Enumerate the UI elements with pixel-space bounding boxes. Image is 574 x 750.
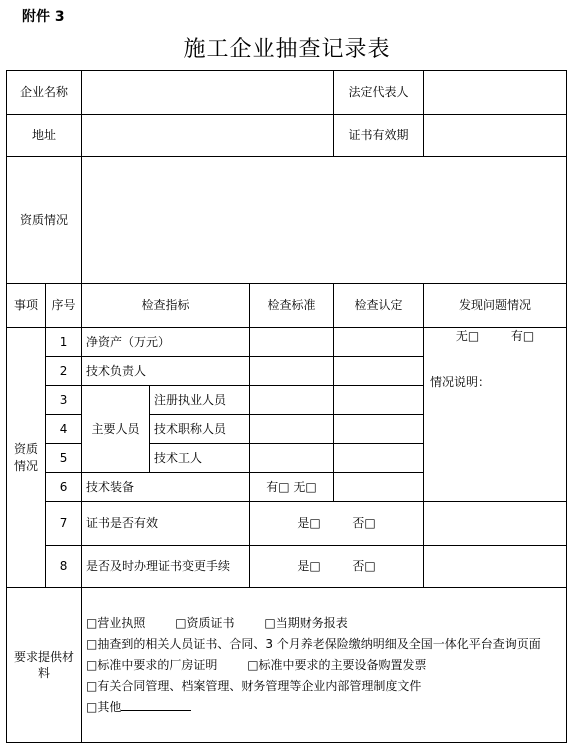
other-blank-line[interactable] [121,698,191,711]
row-indicator: 技术负责人 [82,357,250,386]
row-seq: 5 [46,444,82,473]
no-checkbox[interactable]: 否□ [352,516,376,531]
row-indicator: 是否及时办理证书变更手续 [82,546,250,588]
qualification-status-label: 资质情况 [7,157,82,284]
company-name-field[interactable] [82,71,334,115]
yes-no-options [250,546,424,588]
column-header-row [7,284,567,328]
cert-validity-field[interactable] [424,115,567,157]
determination-field[interactable] [334,328,424,357]
management-docs-checkbox[interactable]: □有关合同管理、档案管理、财务管理等企业内部管理制度文件 [86,678,422,693]
table-row [7,546,567,588]
has-problem-checkbox[interactable]: 有□ [510,329,535,343]
standard-field[interactable] [250,415,334,444]
yes-checkbox[interactable]: 是□ [297,559,321,574]
address-field[interactable] [82,115,334,157]
business-license-checkbox[interactable]: □营业执照 [86,615,146,630]
personnel-docs-checkbox[interactable]: □抽查到的相关人员证书、合同、3 个月养老保险缴纳明细及全国一体化平台查询页面 [86,636,541,651]
address-label: 地址 [7,115,82,157]
col-item: 事项 [7,284,46,328]
standard-field[interactable] [250,444,334,473]
problems-field[interactable] [424,502,567,546]
row-indicator: 证书是否有效 [82,502,250,546]
legal-rep-field[interactable] [424,71,567,115]
no-checkbox[interactable]: 否□ [352,559,376,574]
key-personnel-label: 主要人员 [82,386,150,473]
form-title: 施工企业抽查记录表 [183,37,391,62]
determination-field[interactable] [334,444,424,473]
qualification-status-field[interactable] [82,157,567,284]
col-indicator: 检查指标 [82,284,250,328]
row-indicator: 净资产（万元） [82,328,250,357]
financial-report-checkbox[interactable]: □当期财务报表 [264,615,348,630]
table-row [7,328,567,357]
cert-validity-label: 证书有效期 [334,115,424,157]
standard-field[interactable] [250,386,334,415]
company-name-label: 企业名称 [7,71,82,115]
table-row [7,502,567,546]
explanation-label: 情况说明： [430,375,491,390]
inspection-record-table [6,70,567,743]
address-row [7,115,567,157]
row-seq: 3 [46,386,82,415]
equipment-invoice-checkbox[interactable]: □标准中要求的主要设备购置发票 [247,657,427,672]
row-seq: 2 [46,357,82,386]
standard-field[interactable] [250,328,334,357]
factory-proof-checkbox[interactable]: □标准中要求的厂房证明 [86,657,218,672]
col-seq: 序号 [46,284,82,328]
row-sub-indicator: 技术职称人员 [150,415,250,444]
row-indicator: 技术装备 [82,473,250,502]
materials-label: 要求提供材料 [7,588,82,743]
determination-field[interactable] [334,473,424,502]
problems-field[interactable] [424,546,567,588]
legal-rep-label: 法定代表人 [334,71,424,115]
row-sub-indicator: 注册执业人员 [150,386,250,415]
problems-options [428,328,562,344]
problems-cell[interactable] [424,328,567,502]
company-name-row [7,71,567,115]
row-sub-indicator: 技术工人 [150,444,250,473]
yes-no-options [250,502,424,546]
materials-list [82,588,567,743]
section-label: 资质情况 [7,328,46,588]
qualification-cert-checkbox[interactable]: □资质证书 [175,615,235,630]
standard-field[interactable] [250,357,334,386]
other-checkbox[interactable]: □其他 [86,699,122,714]
col-determination: 检查认定 [334,284,424,328]
col-problems: 发现问题情况 [424,284,567,328]
equipment-options[interactable]: 有□ 无□ [250,473,334,502]
no-problem-checkbox[interactable]: 无□ [455,329,480,343]
row-seq: 8 [46,546,82,588]
row-seq: 1 [46,328,82,357]
materials-row [7,588,567,743]
yes-checkbox[interactable]: 是□ [297,516,321,531]
col-standard: 检查标准 [250,284,334,328]
determination-field[interactable] [334,386,424,415]
determination-field[interactable] [334,415,424,444]
qualification-status-row [7,157,567,284]
row-seq: 4 [46,415,82,444]
determination-field[interactable] [334,357,424,386]
row-seq: 7 [46,502,82,546]
row-seq: 6 [46,473,82,502]
attachment-label: 附件 3 [22,9,65,25]
